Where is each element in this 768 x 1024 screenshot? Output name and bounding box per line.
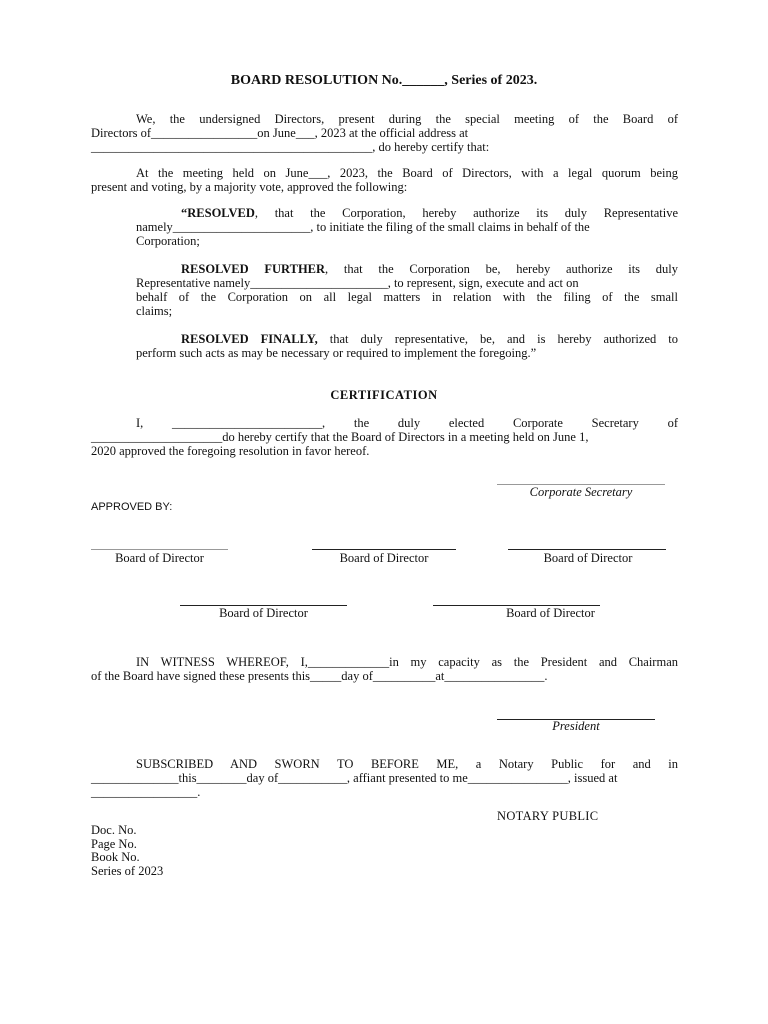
doc-footer	[91, 824, 163, 878]
certification-line-1: I, ________________________, the duly elected Corporate Secretary of	[136, 416, 678, 430]
series-label: Series of 2023	[91, 863, 164, 878]
certification-paragraph	[91, 416, 678, 458]
president-label: President	[552, 719, 600, 733]
document-title: BOARD RESOLUTION No.______, Series of 2023.	[230, 73, 538, 88]
resolved-finally-line-2: perform such acts as may be necessary or required to implement the foregoing.”	[136, 346, 537, 360]
resolved-further-line-4: claims;	[136, 304, 173, 318]
resolved-further-lead: RESOLVED FURTHER	[181, 262, 326, 276]
resolved-finally-lead: RESOLVED FINALLY,	[181, 332, 318, 346]
intro-line-1: We, the undersigned Directors, present during the special meeting of the Board of	[136, 112, 678, 126]
witness-line-2: of the Board have signed these presents this_____day of__________at________________.	[91, 669, 548, 683]
resolved-line-2: namely______________________, to initiate the filing of the small claims in behalf of the	[136, 220, 590, 234]
certification-line-3: 2020 approved the foregoing resolution in favor hereof.	[91, 444, 370, 458]
resolved-finally-paragraph	[136, 332, 678, 360]
meeting-paragraph	[91, 166, 678, 194]
doc-no-label: Doc. No.	[91, 823, 137, 837]
resolved-further-paragraph	[136, 262, 678, 318]
board-of-director-label-2: Board of Director	[339, 551, 429, 565]
witness-line-1: IN WITNESS WHEREOF, I,_____________in my capacity as the President and Chairman	[136, 655, 678, 669]
board-signature-line-1	[91, 549, 228, 550]
witness-paragraph	[91, 655, 678, 683]
intro-line-2: Directors of_________________on June___, 2023 at the official address at	[91, 126, 469, 140]
certification-heading: CERTIFICATION	[330, 388, 438, 402]
resolved-further-line-2: Representative namely______________________, to represent, sign, execute and act on	[136, 276, 579, 290]
meeting-line-2: present and voting, by a majority vote, approved the following:	[91, 180, 408, 194]
subscribed-line-3: _________________.	[91, 785, 201, 799]
intro-line-3: _____________________________________________, do hereby certify that:	[91, 140, 490, 154]
meeting-line-1: At the meeting held on June___, 2023, the Board of Directors, with a legal quorum being	[136, 166, 678, 180]
board-signature-line-2	[312, 549, 456, 550]
notary-public-label: NOTARY PUBLIC	[497, 809, 599, 823]
resolved-line-1: , that the Corporation, hereby authorize its duly Representative	[254, 206, 678, 220]
subscribed-line-2: ______________this________day of___________, affiant presented to me________________, issued at	[91, 771, 618, 785]
resolved-line-3: Corporation;	[136, 234, 200, 248]
intro-paragraph	[91, 112, 678, 154]
approved-by-label: APPROVED BY:	[91, 501, 173, 513]
certification-line-2: _____________________do hereby certify that the Board of Directors in a meeting held on June 1,	[91, 430, 589, 444]
subscribed-paragraph	[91, 757, 678, 799]
page-no-label: Page No.	[91, 836, 137, 851]
corporate-secretary-label: Corporate Secretary	[529, 485, 633, 499]
book-no-label: Book No.	[91, 850, 140, 864]
resolved-lead: “RESOLVED	[181, 206, 255, 220]
subscribed-line-1: SUBSCRIBED AND SWORN TO BEFORE ME, a Notary Public for and in	[136, 757, 678, 771]
resolved-finally-line-1: that duly representative, be, and is hereby authorized to	[317, 332, 679, 346]
board-of-director-label-1: Board of Director	[115, 551, 204, 565]
resolved-further-line-1: , that the Corporation be, hereby authorize its duly	[325, 262, 679, 276]
resolved-paragraph	[136, 206, 678, 248]
resolved-further-line-3: behalf of the Corporation on all legal matters in relation with the filing of the small	[136, 290, 678, 304]
board-of-director-label-4: Board of Director	[219, 606, 308, 620]
board-signature-line-3	[508, 549, 666, 550]
board-of-director-label-3: Board of Director	[543, 551, 633, 565]
board-of-director-label-5: Board of Director	[506, 606, 595, 620]
